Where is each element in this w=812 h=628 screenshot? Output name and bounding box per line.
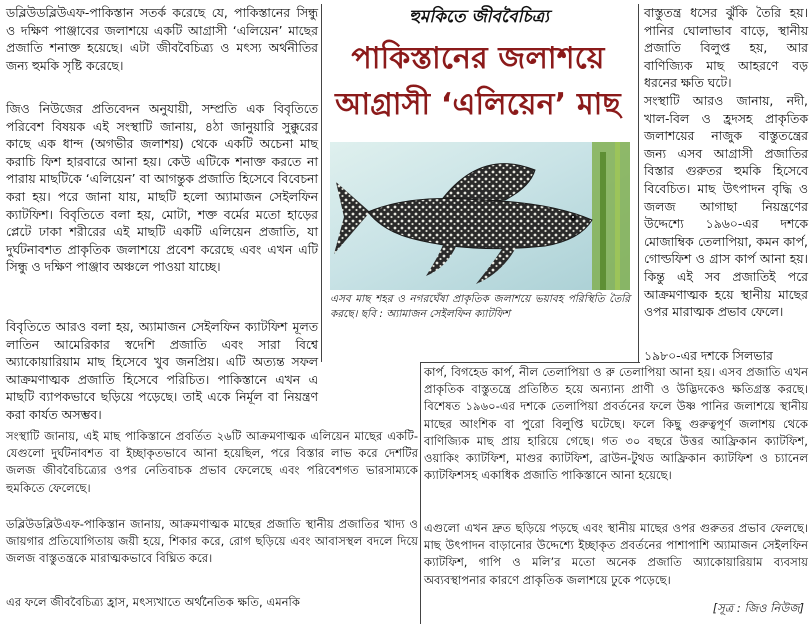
column-divider bbox=[638, 4, 639, 362]
article-paragraph: সংস্থাটি আরও জানায়, নদী, খাল-বিল ও হ্রদসহ প্রাকৃতিক জলাশয়ের নাজুক বাস্তুতন্ত্রের জন্য এসব আগ্রাসী প্রজাতির বিস্তার গুরুতর হুমকি হিসেবে বিবেচিত। মাছ উৎপাদন বৃদ্ধি ও জলজ আগাছা নিয়ন্ত্রণের উদ্দেশ্যে ১৯৬০-এর দশকে মোজাম্বিক তেলাপিয়া, কমন কার্প, গোল্ডফিশ ও গ্রাস কার্প আনা হয়। কিন্তু এই সব প্রজাতিই পরে আক্রমণাত্মক হয়ে স্থানীয় মাছের ওপর মারাত্মক প্রভাব ফেলে। bbox=[644, 93, 808, 320]
article-paragraph: জিও নিউজের প্রতিবেদন অনুযায়ী, সম্প্রতি এক বিবৃতিতে পরিবেশ বিষয়ক এই সংস্থাটি জানায়, ৪ঠা জানুয়ারি সুক্কুরের কাছে এক ধান্দ (অগভীর জলাশয়) থেকে একটি অচেনা মাছ করাচি ফিশ হারবারে আনা হয়। কেউ এটিকে শনাক্ত করতে না পারায় মাছটিকে ‘এলিয়েন’ বা আগন্তুক প্রজাতি হিসেবে বিবেচনা করা হয়। পরে জানা যায়, মাছটি হলো অ্যামাজন সেইলফিন ক্যাটফিশ। বিবৃতিতে বলা হয়, মোটা, শক্ত বর্মের মতো হাড়ের প্লেটে ঢাকা শরীরের এই মাছটি একটি এলিয়েন প্রজাতি, যা দুর্ঘটনাবশত প্রাকৃতিক জলাশয়ে প্রবেশ করেছে এবং এখন এটি সিন্ধু ও দক্ষিণ পাঞ্জাব অঞ্চলে পাওয়া যাচ্ছে। bbox=[6, 101, 318, 275]
article-paragraph: ১৯৮০-এর দশকে সিলভার bbox=[644, 348, 773, 363]
column-divider bbox=[420, 362, 421, 624]
article-paragraph: কার্প, বিগহেড কার্প, নীল তেলাপিয়া ও রু তেলাপিয়া আনা হয়। এসব প্রজাতি এখন প্রাকৃতিক বাস্তুতন্ত্রে প্রতিষ্ঠিত হয়ে অন্যান্য প্রাণী ও উদ্ভিদকেও ক্ষতিগ্রস্ত করছে। বিশেষত ১৯৬০-এর দশকে তেলাপিয়া প্রবর্তনের ফলে উষ্ণ পানির জলাশয়ে স্থানীয় মাছের আংশিক বা পুরো বিলুপ্তি ঘটেছে। ফলে কিছু গুরুত্বপূর্ণ জলাশয় থেকে বাণিজ্যিক মাছ প্রায় হারিয়ে গেছে। গত ৩০ বছরে উত্তর আফ্রিকান ক্যাটফিশ, ওয়াকিং ক্যাটফিশ, মাগুর ক্যাটফিশ, ব্রাউন-টুথড আফ্রিকান ক্যাটফিশ ও চ্যানেল ক্যাটফিশসহ একাধিক প্রজাতি পাকিস্তানে আনা হয়েছে। bbox=[424, 365, 808, 483]
headline-line-1: পাকিস্তানের জলাশয়ে bbox=[351, 41, 605, 76]
article-paragraph: এগুলো এখন দ্রুত ছড়িয়ে পড়ছে এবং স্থানীয় মাছের ওপর গুরুতর প্রভাব ফেলছে। মাছ উৎপাদন বাড়ানোর উদ্দেশ্যে ইচ্ছাকৃত প্রবর্তনের পাশাপাশি অ্যামাজন সেইলফিন ক্যাটফিশ, গাপি ও মলি’র মতো অনেক প্রজাতি অ্যাকোয়ারিয়াম ব্যবসায় অব্যবস্থাপনার কারণে প্রাকৃতিক জলাশয়ে ঢুকে পড়েছে। bbox=[424, 521, 808, 587]
catfish-photo bbox=[330, 142, 630, 290]
column-divider bbox=[321, 4, 322, 362]
article-paragraph: ডব্লিউডব্লিউএফ-পাকিস্তান জানায়, আক্রমণাত্মক মাছের প্রজাতি স্থানীয় প্রজাতির খাদ্য ও জায়গার প্রতিযোগিতায় জয়ী হয়ে, শিকার করে, রোগ ছড়িয়ে এবং আবাসস্থল বদলে দিয়ে জলজ বাস্তুতন্ত্রকে মারাত্মকভাবে বিঘ্নিত করে। bbox=[6, 517, 418, 566]
section-divider bbox=[420, 362, 640, 363]
article-paragraph: বিবৃতিতে আরও বলা হয়, অ্যামাজন সেইলফিন ক্যাটফিশ মূলত লাতিন আমেরিকার স্বদেশি প্রজাতি এবং সারা বিশ্বে অ্যাকোয়ারিয়াম মাছ হিসেবে খুব জনপ্রিয়। এটি অত্যন্ত সফল আক্রমণাত্মক প্রজাতি হিসেবে পরিচিত। পাকিস্তানে এখন এ মাছটি ব্যাপকভাবে ছড়িয়ে পড়েছে। তাই একে নির্মূল বা নিয়ন্ত্রণ করা কার্যত অসম্ভব। bbox=[6, 319, 318, 422]
source-credit: [সূত্র : জিও নিউজ] bbox=[712, 601, 804, 615]
photo-caption: এসব মাছ শহর ও নগরঘেঁষা প্রাকৃতিক জলাশয়ে ভয়াবহ পরিস্থিতি তৈরি করছে। ছবি : অ্যামাজন সেইলফিন ক্যাটফিশ bbox=[330, 293, 630, 320]
headline-line-2: আগ্রাসী ‘এলিয়েন’ মাছ bbox=[335, 87, 621, 122]
article-paragraph: ডব্লিউডব্লিউএফ-পাকিস্তান সতর্ক করেছে যে, পাকিস্তানের সিন্ধু ও দক্ষিণ পাঞ্জাবের জলাশয়ে একটি আগ্রাসী ‘এলিয়েন’ মাছের প্রজাতি শনাক্ত হয়েছে। এটা জীববৈচিত্র্য ও মৎস্য অর্থনীতির জন্য হুমকি সৃষ্টি করেছে। bbox=[6, 5, 318, 73]
article-paragraph: সংস্থাটি জানায়, এই মাছ পাকিস্তানে প্রবর্তিত ২৬টি আক্রমণাত্মক এলিয়েন মাছের একটি- যেগুলো দুর্ঘটনাবশত বা ইচ্ছাকৃতভাবে আনা হয়েছিল, পরে বিস্তার লাভ করে দেশটির জলজ জীববৈচিত্র্যের ওপর নেতিবাচক প্রভাব ফেলেছে এবং পরিবেশগত ভারসাম্যকে হুমকিতে ফেলেছে। bbox=[6, 429, 418, 495]
article-paragraph: এর ফলে জীববৈচিত্র্য হ্রাস, মৎস্যখাতে অর্থনৈতিক ক্ষতি, এমনকি bbox=[6, 595, 300, 609]
article-paragraph: বাস্তুতন্ত্র ধসের ঝুঁকি তৈরি হয়। পানির ঘোলাভাব বাড়ে, স্থানীয় প্রজাতি বিলুপ্ত হয়, আর বাণিজ্যিক মাছ আহরণে বড় ধরনের ক্ষতি ঘটে। bbox=[644, 5, 808, 91]
article-headline bbox=[322, 36, 634, 128]
article-kicker: হুমকিতে জীববৈচিত্র্য bbox=[408, 7, 550, 27]
